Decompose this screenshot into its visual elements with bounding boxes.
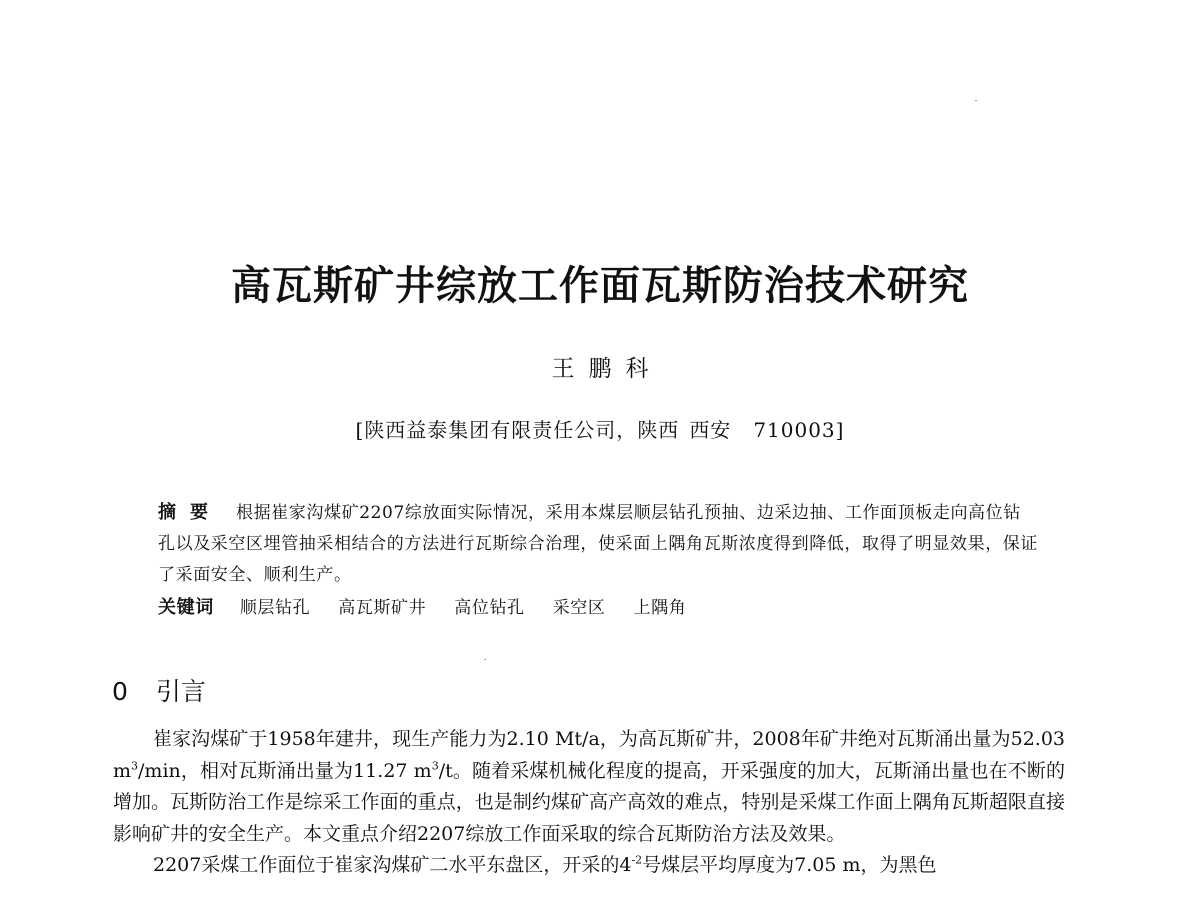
superscript: 3 <box>131 759 139 773</box>
author-name: 王鹏科 <box>551 356 663 382</box>
keyword-item: 高位钻孔 <box>454 598 525 618</box>
body-text <box>113 724 1065 882</box>
affiliation-open-bracket: [ <box>355 418 365 442</box>
scan-speck <box>484 659 486 660</box>
keyword-item: 高瓦斯矿井 <box>338 598 427 618</box>
keyword-item: 采空区 <box>552 598 606 618</box>
abstract-text: 根据崔家沟煤矿2207综放面实际情况，采用本煤层顺层钻孔预抽、边采边抽、工作面顶板走向高位钻孔以及采空区埋管抽采相结合的方法进行瓦斯综合治理，使采面上隅角瓦斯浓度得到降低，取得了明显效果，保证了采面安全、顺利生产。 <box>158 503 1038 585</box>
body-paragraph <box>113 724 1065 850</box>
keyword-item: 上隅角 <box>633 598 687 618</box>
keywords-label: 关键词 <box>158 597 214 618</box>
section-title: 引言 <box>155 677 206 706</box>
abstract-label: 摘要 <box>158 502 222 523</box>
affiliation <box>0 414 1200 443</box>
affiliation-close-bracket: ] <box>835 418 845 442</box>
superscript: -2 <box>631 853 643 867</box>
paper-title: 高瓦斯矿井综放工作面瓦斯防治技术研究 <box>231 262 969 309</box>
body-paragraph <box>113 850 1065 882</box>
abstract <box>158 497 1038 591</box>
body-text-run: 2207采煤工作面位于崔家沟煤矿二水平东盘区，开采的4 <box>153 854 632 876</box>
body-text-run: /t。随着采煤机械化程度的提高，开采强度的加大，瓦斯涌出量也在不断的增加。瓦斯防治工作是综采工作面的重点，也是制约煤矿高产高效的难点，特别是采煤工作面上隅角瓦斯超限直接影响矿井的安全生产。本文重点介绍2207综放工作面采取的综合瓦斯防治方法及效果。 <box>113 759 1065 845</box>
body-text-run: 号煤层平均厚度为7.05 m，为黑色 <box>642 854 937 876</box>
section-heading <box>112 672 206 708</box>
affiliation-city: 西安 <box>689 418 732 442</box>
superscript: 3 <box>431 759 439 773</box>
body-text-run: /min，相对瓦斯涌出量为11.27 m <box>138 759 432 782</box>
keyword-item: 顺层钻孔 <box>239 598 311 618</box>
keywords <box>158 593 708 619</box>
affiliation-postcode: 710003 <box>753 418 836 442</box>
affiliation-province: 陕西 <box>637 418 680 442</box>
affiliation-company: 陕西益泰集团有限责任公司， <box>364 418 638 442</box>
scan-speck <box>975 100 977 101</box>
body-text-run: 崔家沟煤矿于1958年建井，现生产能力为2.10 Mt/a，为高瓦斯矿井，2008年矿井绝对瓦斯涌出量为52.03 m <box>113 728 1065 782</box>
section-number: 0 <box>112 677 128 706</box>
